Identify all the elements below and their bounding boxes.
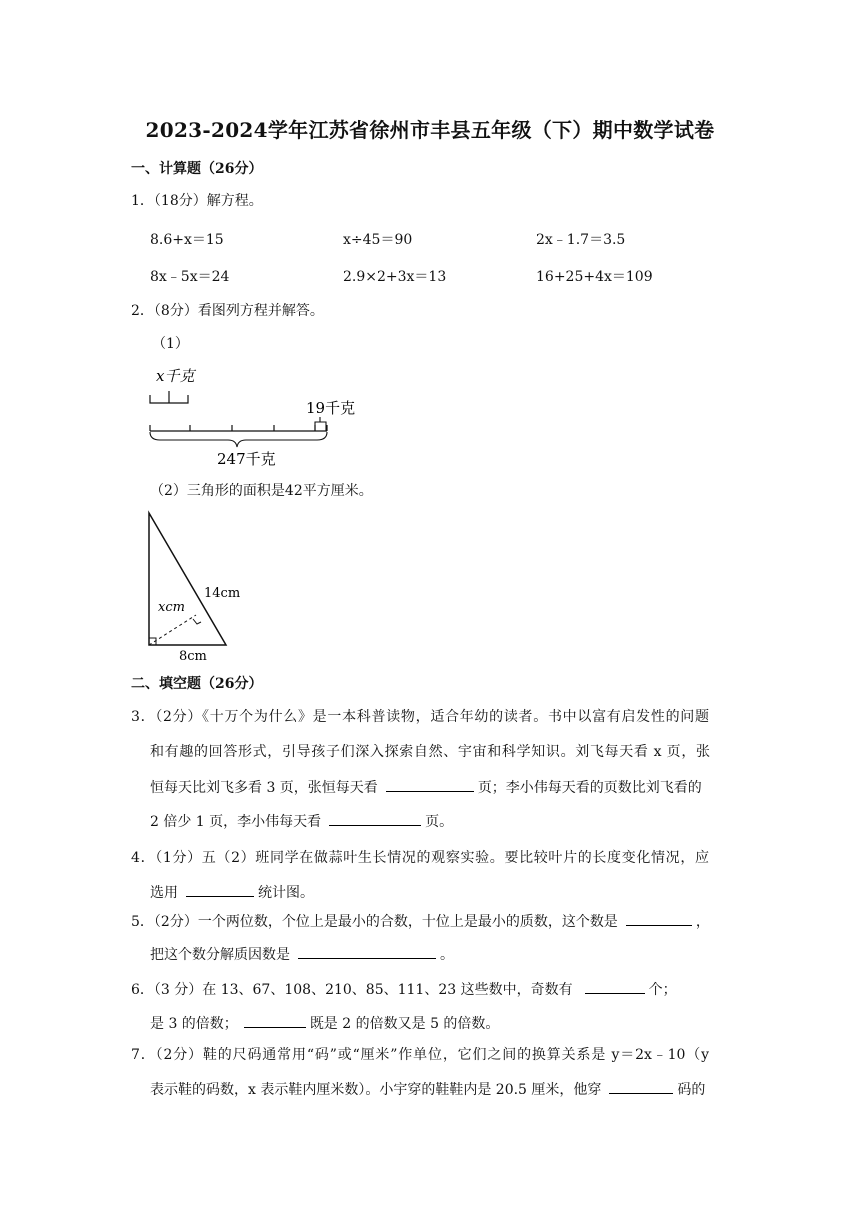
question-4-line bbox=[150, 882, 314, 903]
bottom-brace bbox=[150, 432, 327, 447]
answer-blank[interactable] bbox=[329, 811, 421, 826]
equation: 8x﹣5x＝24 bbox=[150, 269, 230, 285]
text: 。 bbox=[440, 947, 454, 963]
text: 页；李小伟每天看的页数比刘飞看的 bbox=[477, 780, 702, 796]
question-6-line bbox=[131, 979, 677, 1000]
answer-blank[interactable] bbox=[244, 1013, 306, 1028]
text: 既是 2 的倍数又是 5 的倍数。 bbox=[309, 1016, 500, 1032]
question-2-part-1-label: （1） bbox=[152, 336, 189, 352]
question-3-line bbox=[150, 811, 453, 832]
fig1-right-label: 19千克 bbox=[306, 399, 356, 417]
answer-blank[interactable] bbox=[609, 1079, 673, 1094]
text: 恒每天比刘飞多看 3 页，张恒每天看 bbox=[150, 780, 378, 796]
question-2-part-2-label: （2）三角形的面积是42平方厘米。 bbox=[150, 483, 373, 499]
question-1-prompt: 1．（18分）解方程。 bbox=[131, 193, 263, 209]
exam-title: 2023-2024学年江苏省徐州市丰县五年级（下）期中数学试卷 bbox=[145, 118, 715, 142]
equation: x÷45＝90 bbox=[343, 232, 413, 248]
fig2-hyp-label: 14cm bbox=[204, 586, 241, 601]
equation: 2x﹣1.7＝3.5 bbox=[536, 232, 626, 248]
segment-diagram bbox=[140, 360, 380, 470]
fig2-base-label: 8cm bbox=[179, 649, 207, 664]
text: 5．（2分）一个两位数，个位上是最小的合数，十位上是最小的质数，这个数是 bbox=[131, 914, 618, 930]
fig1-top-label: x千克 bbox=[156, 367, 195, 385]
text: 统计图。 bbox=[258, 885, 314, 901]
answer-blank[interactable] bbox=[585, 979, 645, 994]
section-2-heading: 二、填空题（26分） bbox=[131, 676, 263, 692]
question-3-line: 3．（2分）《十万个为什么》是一本科普读物，适合年幼的读者。书中以富有启发性的问题 bbox=[131, 709, 709, 725]
text: 2 倍少 1 页，李小伟每天看 bbox=[150, 814, 322, 830]
text: ， bbox=[695, 914, 710, 930]
text: 选用 bbox=[150, 885, 178, 901]
top-brace bbox=[150, 391, 188, 403]
small-brace bbox=[315, 417, 326, 431]
text: 个； bbox=[648, 982, 677, 998]
height-right-angle-mark bbox=[193, 619, 201, 624]
question-3-line: 和有趣的回答形式，引导孩子们深入探索自然、宇宙和科学知识。刘飞每天看 x 页，张 bbox=[150, 744, 710, 760]
equation: 8.6+x＝15 bbox=[150, 232, 224, 248]
question-3-line bbox=[150, 777, 702, 798]
question-2-prompt: 2．（8分）看图列方程并解答。 bbox=[131, 303, 324, 319]
fig2-height-label: xcm bbox=[158, 600, 185, 615]
section-1-heading: 一、计算题（26分） bbox=[131, 161, 263, 177]
fig1-bottom-label: 247千克 bbox=[217, 450, 276, 468]
answer-blank[interactable] bbox=[298, 944, 436, 959]
text: 是 3 的倍数； bbox=[150, 1016, 238, 1032]
answer-blank[interactable] bbox=[386, 777, 474, 792]
triangle bbox=[149, 513, 226, 645]
text: 把这个数分解质因数是 bbox=[150, 947, 290, 963]
equation: 2.9×2+3x＝13 bbox=[343, 269, 447, 285]
question-4-line: 4．（1分）五（2）班同学在做蒜叶生长情况的观察实验。要比较叶片的长度变化情况，应 bbox=[131, 850, 709, 866]
question-7-line: 7．（2分）鞋的尺码通常用“码”或“厘米”作单位，它们之间的换算关系是 y＝2x﹣10（y bbox=[131, 1047, 709, 1063]
question-6-line bbox=[150, 1013, 499, 1034]
text: 6．（3 分）在 13、67、108、210、85、111、23 这些数中，奇数有 bbox=[131, 982, 573, 998]
question-7-line bbox=[150, 1079, 705, 1100]
segment-ticks bbox=[150, 425, 327, 431]
triangle-diagram bbox=[140, 506, 260, 666]
height-line bbox=[149, 615, 196, 645]
answer-blank[interactable] bbox=[626, 911, 692, 926]
equation: 16+25+4x＝109 bbox=[536, 269, 653, 285]
question-5-line bbox=[150, 944, 454, 965]
answer-blank[interactable] bbox=[186, 882, 254, 897]
text: 页。 bbox=[425, 814, 454, 830]
text: 表示鞋的码数，x 表示鞋内厘米数）。小宇穿的鞋鞋内是 20.5 厘米，他穿 bbox=[150, 1082, 602, 1098]
question-5-line bbox=[131, 911, 710, 932]
text: 码的 bbox=[677, 1082, 706, 1098]
